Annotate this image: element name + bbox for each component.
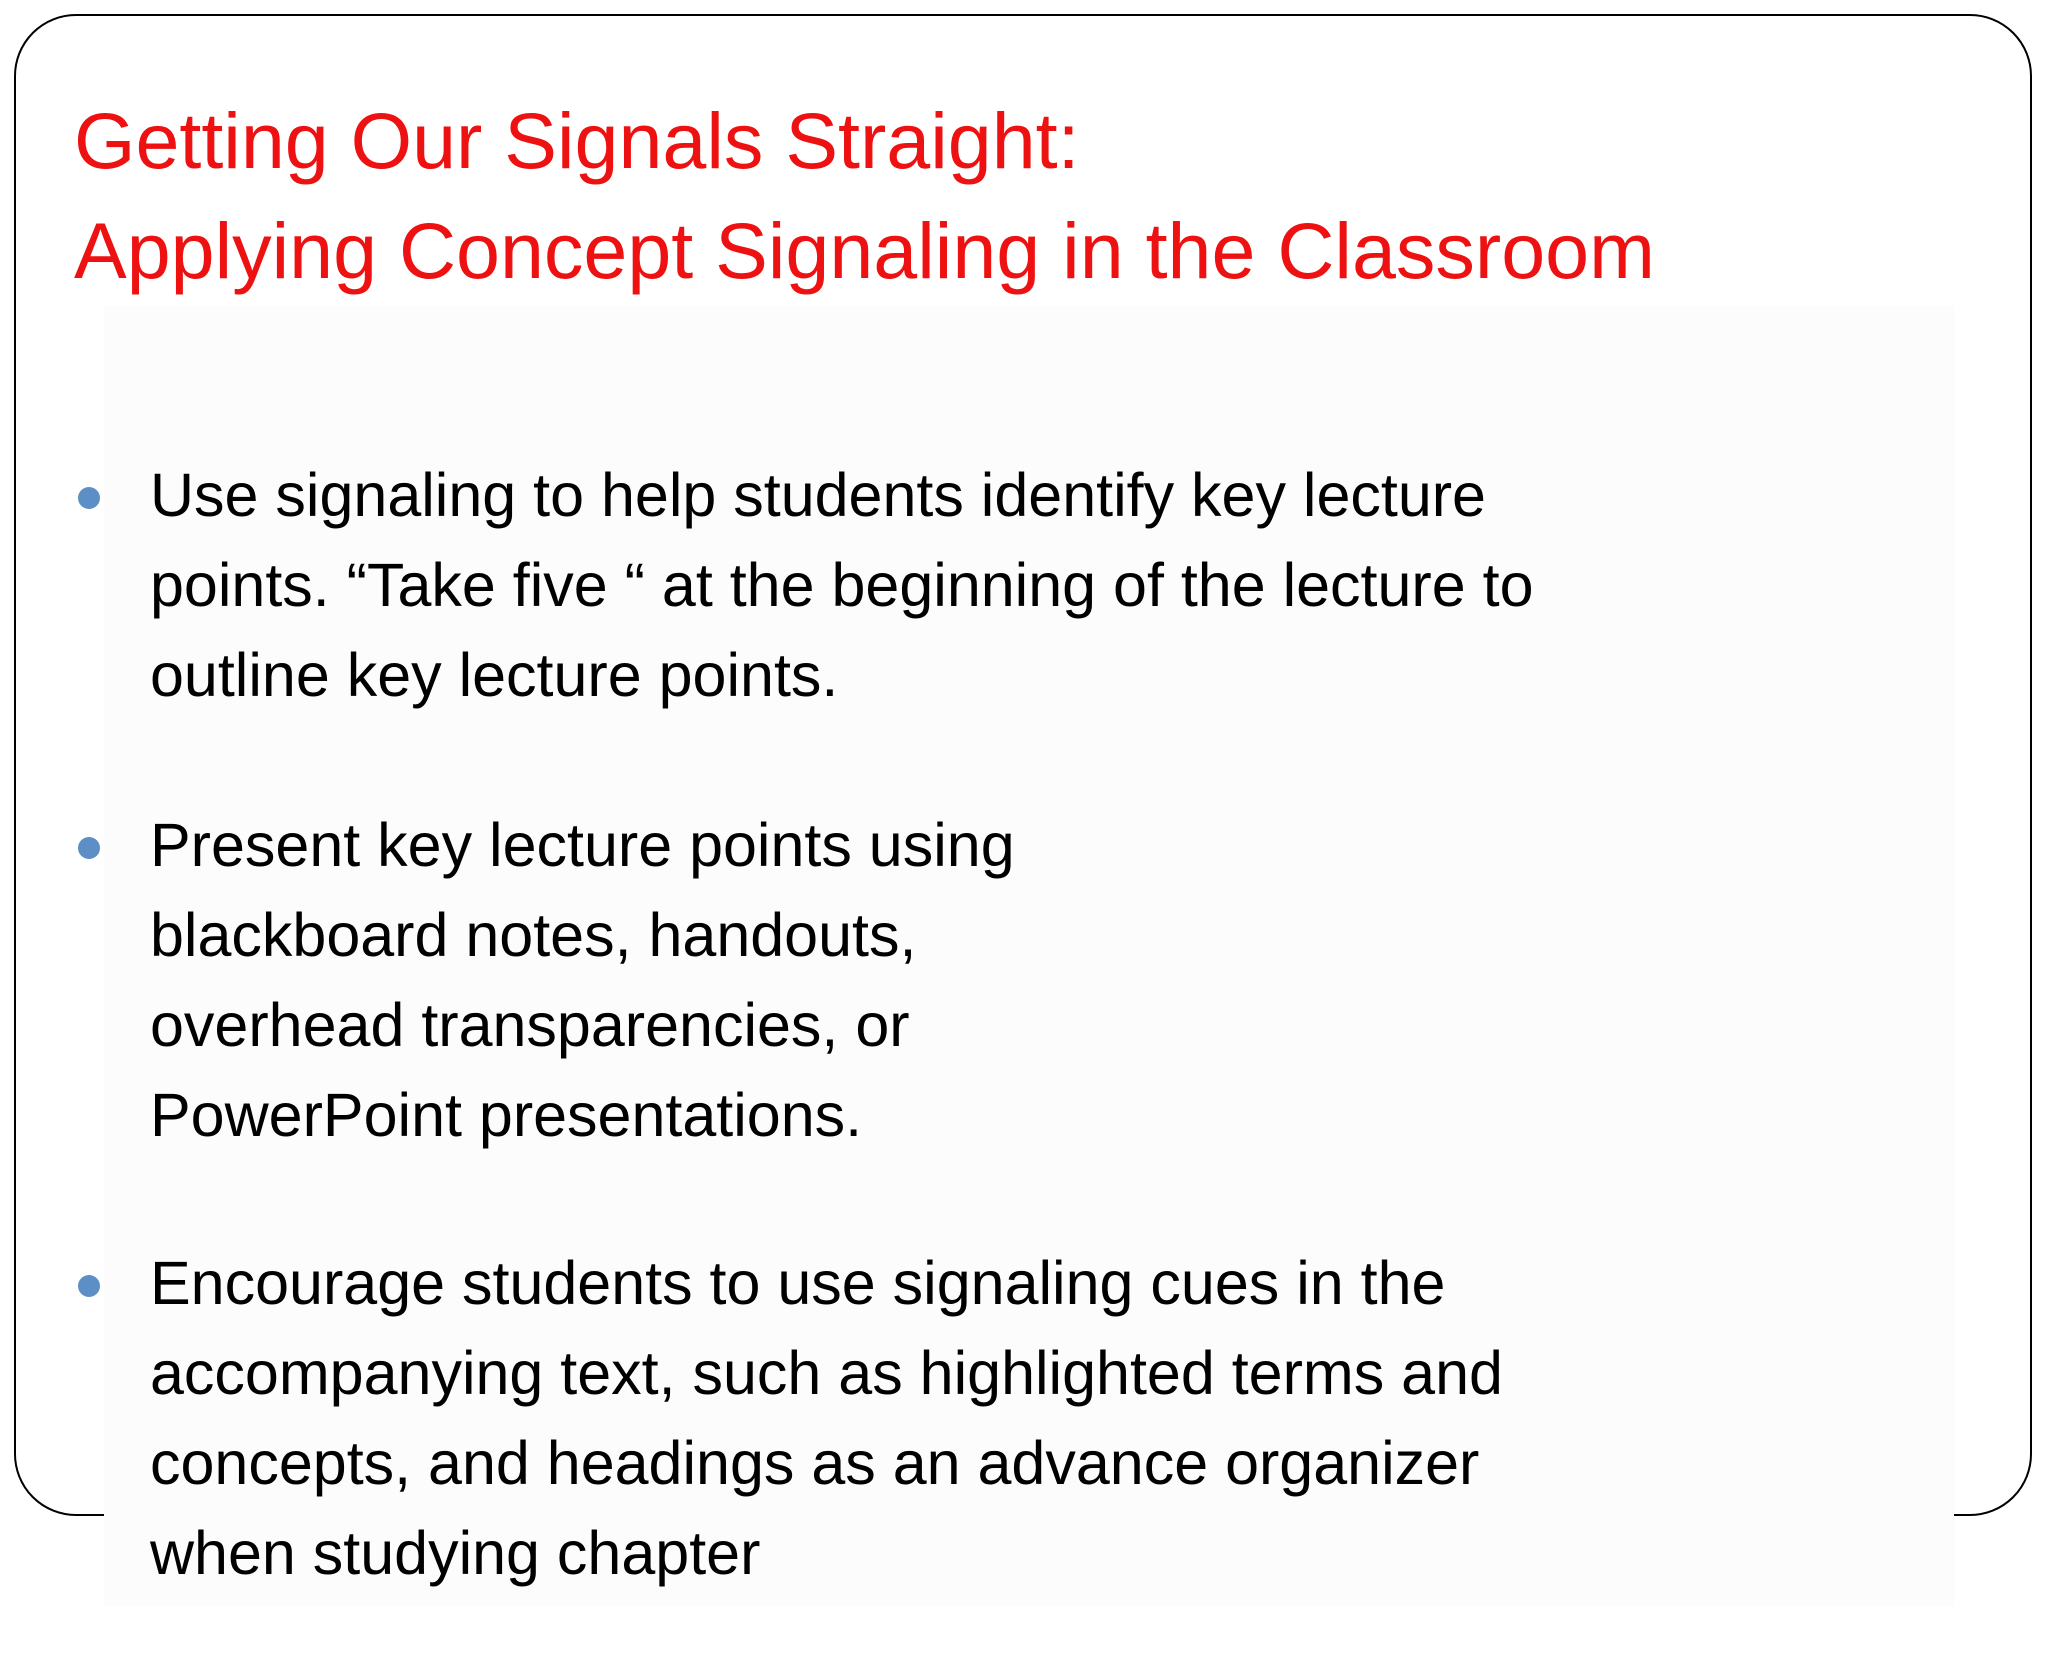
bullet-item-1 [78,450,1540,720]
bullet-text: Use signaling to help students identify key lecture points. “Take five “ at the beginning of the lecture to outline key lecture points. [150,461,1534,709]
bullet-text: Encourage students to use signaling cues in the accompanying text, such as highlighted terms and concepts, and headings as an advance organizer when studying chapter [150,1249,1503,1587]
slide-frame [14,14,2032,1587]
bullet-dot-icon [78,487,100,509]
slide-title-line-1: Getting Our Signals Straight: [74,96,1080,185]
slide-title [74,86,1655,306]
slide-title-line-2: Applying Concept Signaling in the Classroom [74,206,1655,295]
bullet-item-2 [78,800,1540,1160]
bullet-list [78,450,1534,1678]
bullet-dot-icon [78,1275,100,1297]
bullet-dot-icon [78,837,100,859]
bullet-item-3 [78,1238,1550,1598]
bullet-text: Present key lecture points using blackboard notes, handouts, overhead transparencies, or PowerPoint presentations. [150,811,1015,1149]
